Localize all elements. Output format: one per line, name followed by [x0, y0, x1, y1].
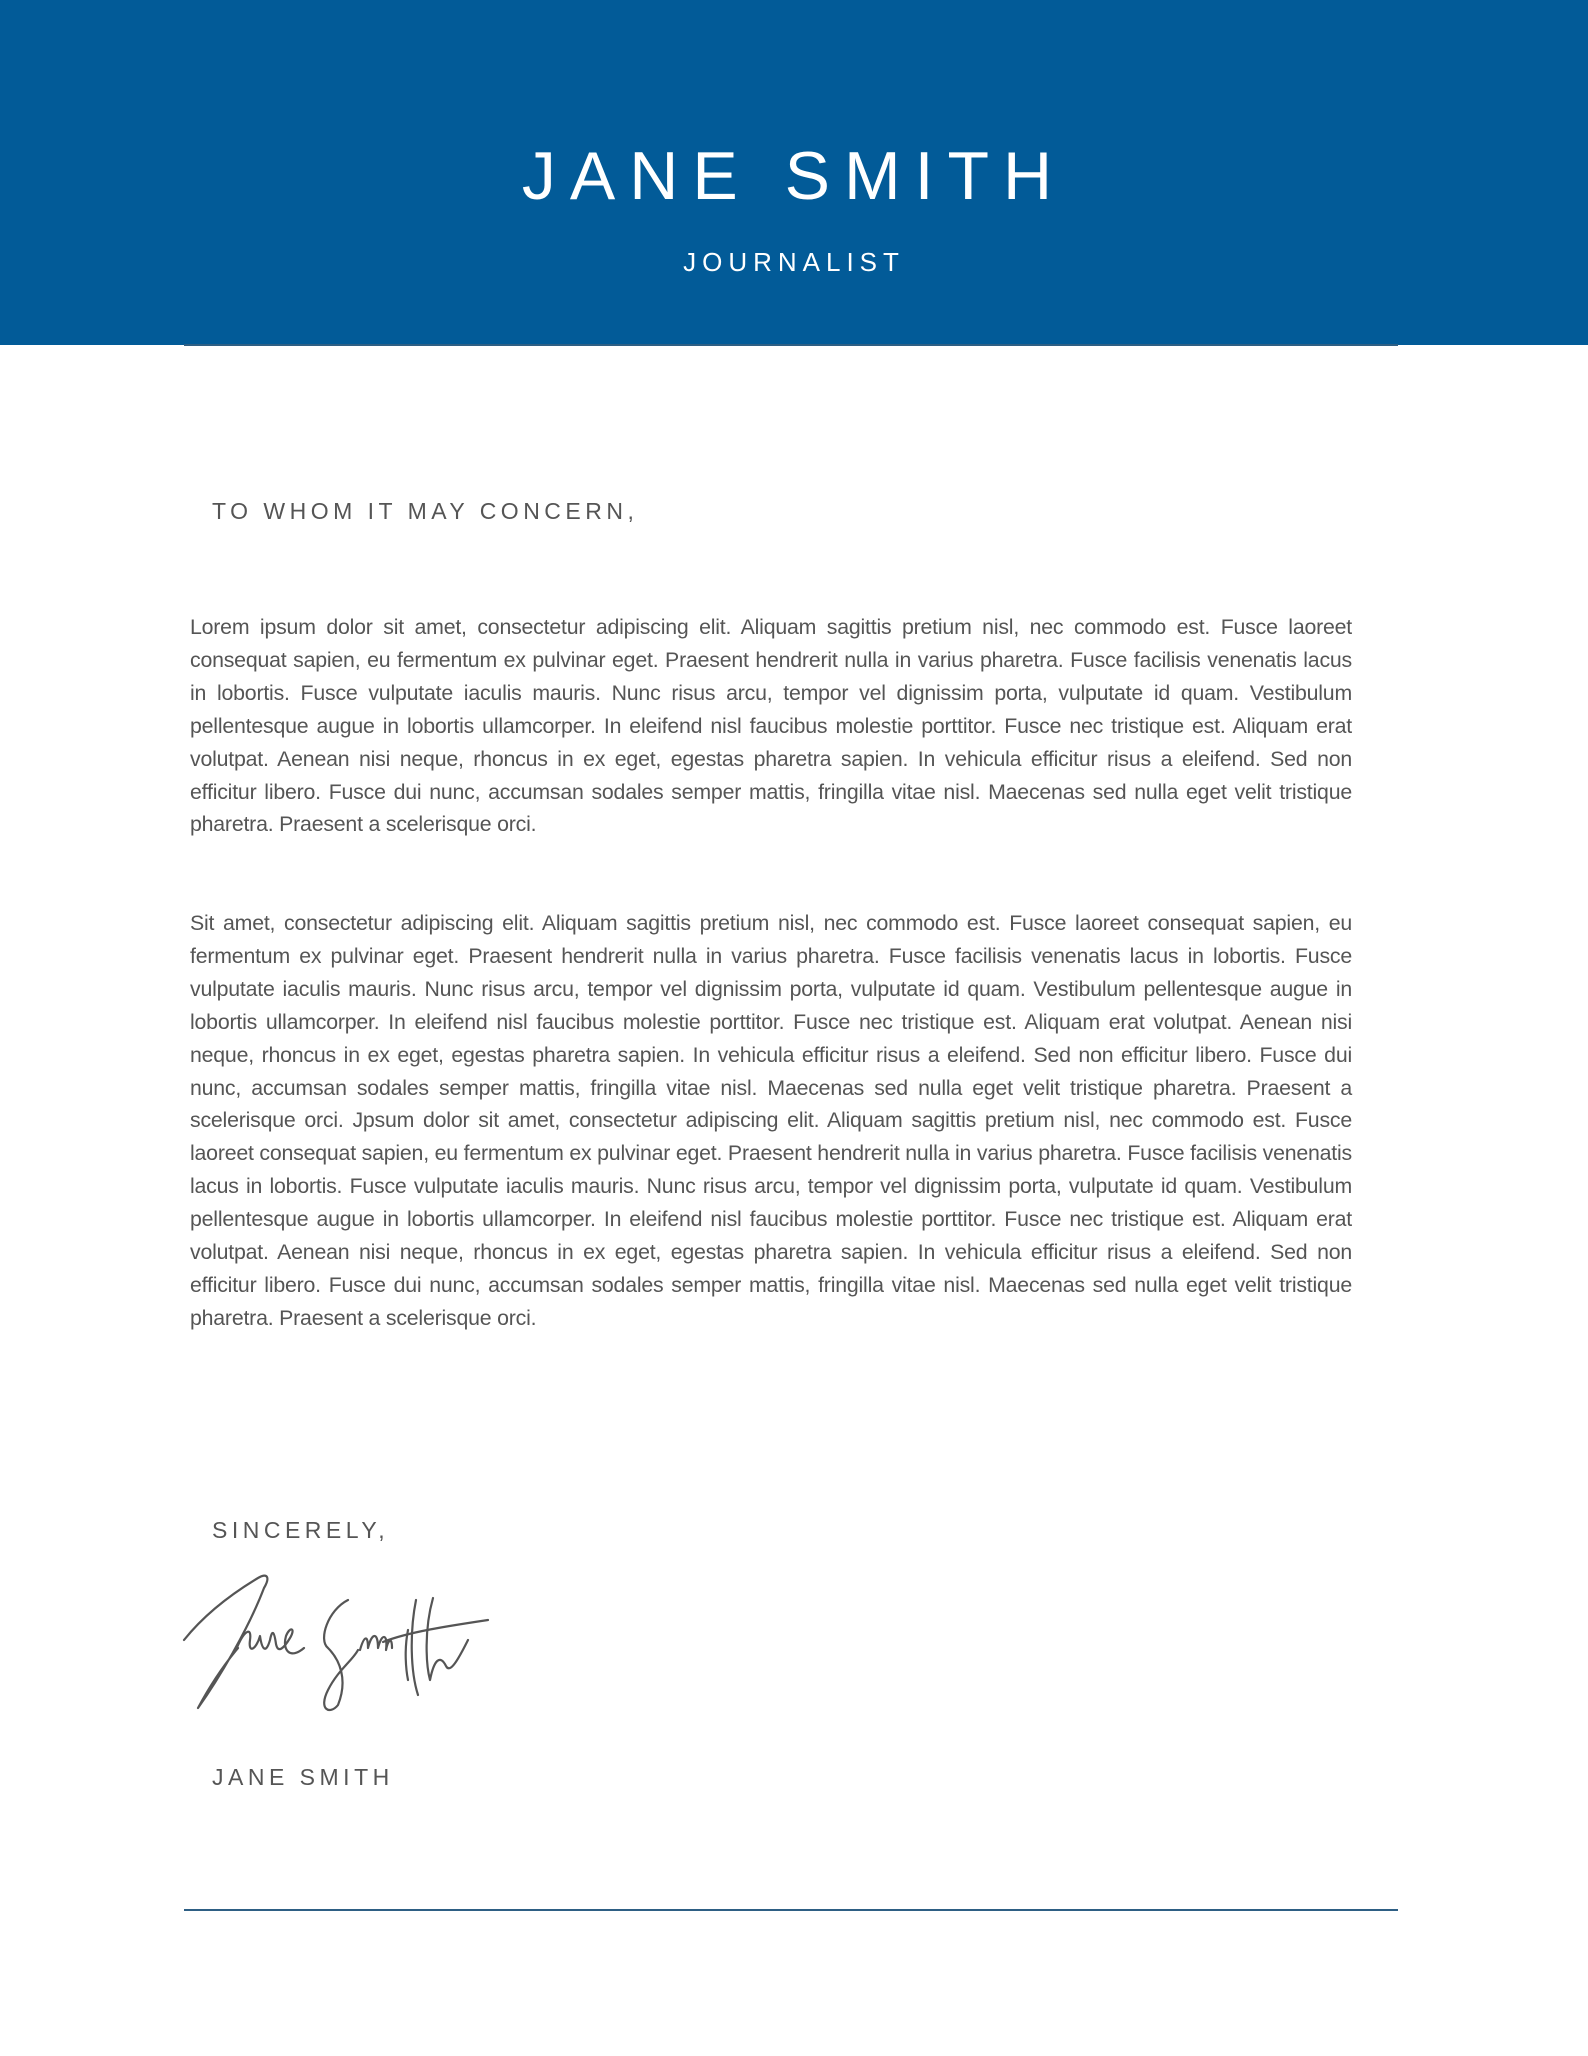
signed-name: JANE SMITH [212, 1764, 394, 1790]
body-paragraph-2: Sit amet, consectetur adipiscing elit. Aliquam sagittis pretium nisl, nec commodo est. Fusce laoreet consequat sapien, eu fermentum ex pulvinar eget. Praesent hendrerit nulla in varius pharetra. Fusce facilisis venenatis lacus in lobortis. Fusce vulputate iaculis mauris. Nunc risus arcu, tempor vel dignissim porta, vulputate id quam. Vestibulum pellentesque augue in lobortis ullamcorper. In eleifend nisl faucibus molestie porttitor. Fusce nec tristique est. Aliquam erat volutpat. Aenean nisi neque, rhoncus in ex eget, egestas pharetra sapien. In vehicula efficitur risus a eleifend. Sed non efficitur libero. Fusce dui nunc, accumsan sodales semper mattis, fringilla vitae nisl. Maecenas sed nulla eget velit tristique pharetra. Praesent a scelerisque orci. Jpsum dolor sit amet, consectetur adipiscing elit. Aliquam sagittis pretium nisl, nec commodo est. Fusce laoreet consequat sapien, eu fermentum ex pulvinar eget. Praesent hendrerit nulla in varius pharetra. Fusce facilisis venenatis lacus in lobortis. Fusce vulputate iaculis mauris. Nunc risus arcu, tempor vel dignissim porta, vulputate id quam. Vestibulum pellentesque augue in lobortis ullamcorper. In eleifend nisl faucibus molestie porttitor. Fusce nec tristique est. Aliquam erat volutpat. Aenean nisi neque, rhoncus in ex eget, egestas pharetra sapien. In vehicula efficitur risus a eleifend. Sed non efficitur libero. Fusce dui nunc, accumsan sodales semper mattis, fringilla vitae nisl. Maecenas sed nulla eget velit tristique pharetra. Praesent a scelerisque orci. [190, 911, 1352, 1330]
footer-divider [184, 1909, 1398, 1911]
signature-image [178, 1570, 508, 1720]
author-name: JANE SMITH [521, 138, 1067, 214]
closing: SINCERELY, [212, 1517, 390, 1543]
author-title: JOURNALIST [683, 247, 905, 277]
header-divider [184, 344, 1398, 346]
body-paragraph-1: Lorem ipsum dolor sit amet, consectetur adipiscing elit. Aliquam sagittis pretium nisl, nec commodo est. Fusce laoreet consequat sapien, eu fermentum ex pulvinar eget. Praesent hendrerit nulla in varius pharetra. Fusce facilisis venenatis lacus in lobortis. Fusce vulputate iaculis mauris. Nunc risus arcu, tempor vel dignissim porta, vulputate id quam. Vestibulum pellentesque augue in lobortis ullamcorper. In eleifend nisl faucibus molestie porttitor. Fusce nec tristique est. Aliquam erat volutpat. Aenean nisi neque, rhoncus in ex eget, egestas pharetra sapien. In vehicula efficitur risus a eleifend. Sed non efficitur libero. Fusce dui nunc, accumsan sodales semper mattis, fringilla vitae nisl. Maecenas sed nulla eget velit tristique pharetra. Praesent a scelerisque orci. [190, 615, 1352, 837]
header-banner [0, 0, 1588, 345]
salutation: TO WHOM IT MAY CONCERN, [212, 498, 639, 524]
